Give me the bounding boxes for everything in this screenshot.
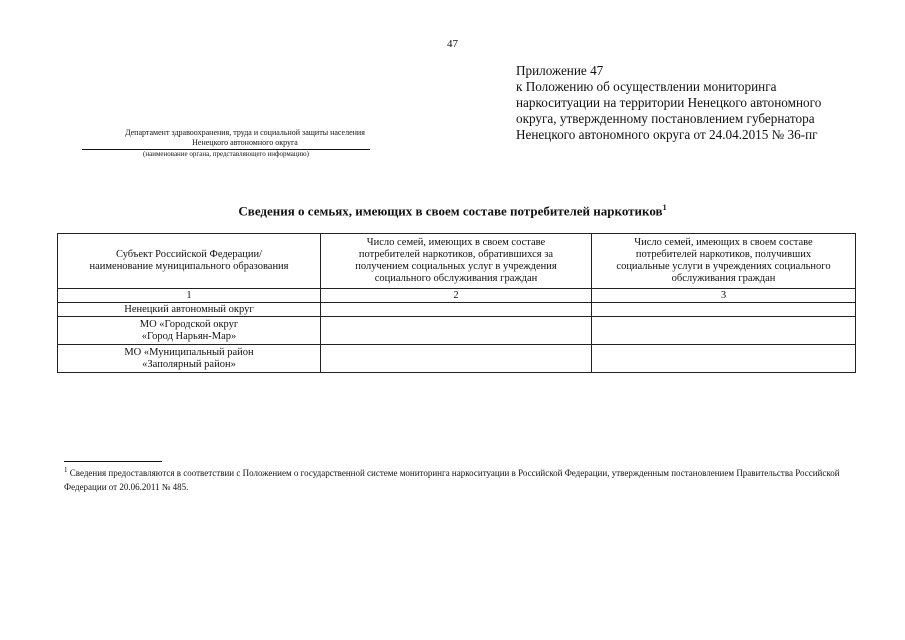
header-text: потребителей наркотиков, получивших [635, 249, 812, 260]
header-cell-applied [321, 234, 592, 289]
table-cell [321, 345, 592, 373]
header-text: социального обслуживания граждан [374, 273, 538, 284]
header-text: Субъект Российской Федерации/ [115, 249, 263, 260]
row-label-text: «Город Нарьян-Мар» [141, 330, 237, 342]
header-text: наименование муниципального образования [89, 261, 289, 272]
page-number: 47 [447, 38, 458, 50]
document-title [0, 203, 905, 219]
table-row [58, 317, 856, 345]
appendix-line: к Положению об осуществлении мониторинга [516, 79, 777, 94]
header-text: получением социальных услуг в учреждения [355, 261, 557, 272]
table-cell [592, 317, 856, 345]
appendix-line: Приложение 47 [516, 63, 604, 78]
department-line-2: Ненецкого автономного округа [192, 138, 298, 147]
header-text: Число семей, имеющих в своем составе [366, 237, 546, 248]
column-number: 3 [592, 289, 856, 303]
footnote-text: Сведения предоставляются в соответствии с Положением о государственной системе мониторинга наркоситуации в Российской Федерации, утвержденным постановлением Правительства Российской Федерации от 20.06.2011 № 485. [64, 468, 840, 492]
table-cell [321, 303, 592, 317]
header-cell-subject [58, 234, 321, 289]
column-number: 1 [58, 289, 321, 303]
row-label [58, 345, 321, 373]
header-text: обслуживания граждан [671, 273, 776, 284]
department-name [60, 128, 430, 148]
table-cell [592, 303, 856, 317]
footnote [64, 463, 874, 494]
table-header-row [58, 234, 856, 289]
appendix-line: Ненецкого автономного округа от 24.04.2015 № 36-пг [516, 127, 818, 142]
row-label-text: МО «Городской округ [139, 318, 239, 330]
footnote-mark: 1 [64, 466, 68, 474]
header-cell-received [592, 234, 856, 289]
row-label-text: «Заполярный район» [142, 358, 236, 370]
row-label [58, 303, 321, 317]
appendix-line: округа, утвержденному постановлением губернатора [516, 111, 815, 126]
column-number-row [58, 289, 856, 303]
table-row [58, 345, 856, 373]
header-text: потребителей наркотиков, обратившихся за [358, 249, 554, 260]
row-label-text: МО «Муниципальный район [124, 346, 254, 358]
title-footnote-mark: 1 [662, 203, 667, 212]
table-cell [321, 317, 592, 345]
appendix-line: наркоситуации на территории Ненецкого автономного [516, 95, 822, 110]
column-number: 2 [321, 289, 592, 303]
table-row [58, 303, 856, 317]
department-line-1: Департамент здравоохранения, труда и социальной защиты населения [125, 128, 365, 137]
header-text: Число семей, имеющих в своем составе [634, 237, 813, 248]
row-label [58, 317, 321, 345]
header-text: социальные услуги в учреждениях социального [616, 261, 831, 272]
title-text: Сведения о семьях, имеющих в своем составе потребителей наркотиков [238, 203, 663, 219]
footnote-separator [64, 461, 162, 462]
families-table [57, 233, 856, 373]
row-label-text: Ненецкий автономный округ [124, 303, 254, 315]
department-caption: (наименование органа, представляющего информацию) [143, 150, 309, 158]
table-cell [592, 345, 856, 373]
appendix-header [516, 63, 876, 143]
